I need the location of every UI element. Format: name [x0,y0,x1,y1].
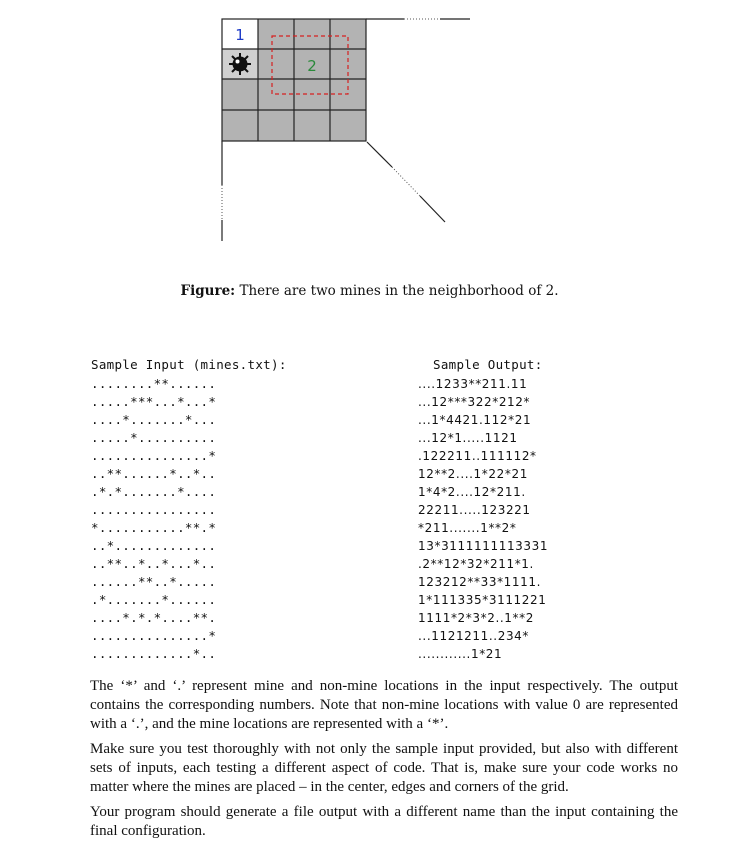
sample-output-row: 1111*2*3*2..1**2 [418,611,534,625]
sample-output-block [418,355,548,663]
sample-input-row: ....*.......*... [91,412,217,427]
sample-input-row: .*.*.......*.... [91,484,217,499]
sample-output-row: ...12***322*212* [418,395,531,409]
sample-input-row: ...............* [91,628,217,643]
sample-output-row: 13*3111111113331 [418,539,549,553]
paragraph-output-file: Your program should generate a file output with a different name than the input containing the final configuration. [90,804,678,839]
figure-caption-label: Figure: [180,283,236,299]
sample-output-row: 22211.....123221 [418,503,531,517]
sample-output-row: .122211..111112* [418,449,537,463]
cell-label-1: 1 [235,26,245,44]
sample-input-block [91,355,287,663]
sample-input-rows [91,375,287,663]
paragraph-testing: Make sure you test thoroughly with not only the sample input provided, but also with different sets of inputs, each testing a different aspect of code. That is, make sure your code works no matter where the mines are placed – in the center, edges and corners of the grid. [90,741,678,795]
sample-input-row: .....*.......... [91,430,217,445]
figure-caption-text: There are two mines in the neighborhood of 2. [239,283,559,299]
sample-input-row: ....*.*.*....**. [91,610,217,625]
figure-diag-line [367,142,392,167]
sample-output-rows [418,375,548,663]
sample-input-row: ...............* [91,448,217,463]
instructions-text [90,677,678,847]
sample-input-row: .....***...*...* [91,394,217,409]
sample-output-row: 1*111335*3111221 [418,593,547,607]
sample-output-row: *211.......1**2* [418,521,517,535]
sample-output-row: 1*4*2....12*211. [418,485,526,499]
figure-diag-dotted [392,167,420,196]
minesweeper-figure [0,0,739,280]
sample-output-row: ....1233**211.11 [418,377,528,391]
sample-output-row: .2**12*32*211*1. [418,557,534,571]
sample-input-row: .*.......*...... [91,592,217,607]
sample-output-row: 123212**33*1111. [418,575,542,589]
sample-input-row: .............*.. [91,646,217,661]
sample-input-row: ........**...... [91,376,217,391]
sample-input-row: ................ [91,502,217,517]
paragraph-symbols: The ‘*’ and ‘.’ represent mine and non-mine locations in the input respectively. The output contains the corresponding numbers. Note that non-mine locations with value 0 are represented with a ‘.’, and the mine locations are represented with a ‘*’. [90,678,678,732]
figure-caption [0,283,739,299]
sample-input-row: *...........**.* [91,520,217,535]
sample-input-row: ..**......*..*.. [91,466,217,481]
sample-input-row: ..*............. [91,538,217,553]
sample-input-row: ......**..*..... [91,574,217,589]
sample-output-header: Sample Output: [433,357,543,372]
sample-output-row: ...1121211..234* [418,629,530,643]
sample-output-row: ...12*1.....1121 [418,431,518,445]
cell-label-2: 2 [307,57,317,75]
sample-output-row: 12**2....1*22*21 [418,467,528,481]
sample-output-row: ...1*4421.112*21 [418,413,532,427]
figure-diag-line-2 [420,196,445,222]
sample-output-row: ............1*21 [418,647,503,661]
mine-icon [229,53,251,75]
sample-input-row: ..**..*..*...*.. [91,556,217,571]
sample-input-header: Sample Input (mines.txt): [91,357,287,372]
